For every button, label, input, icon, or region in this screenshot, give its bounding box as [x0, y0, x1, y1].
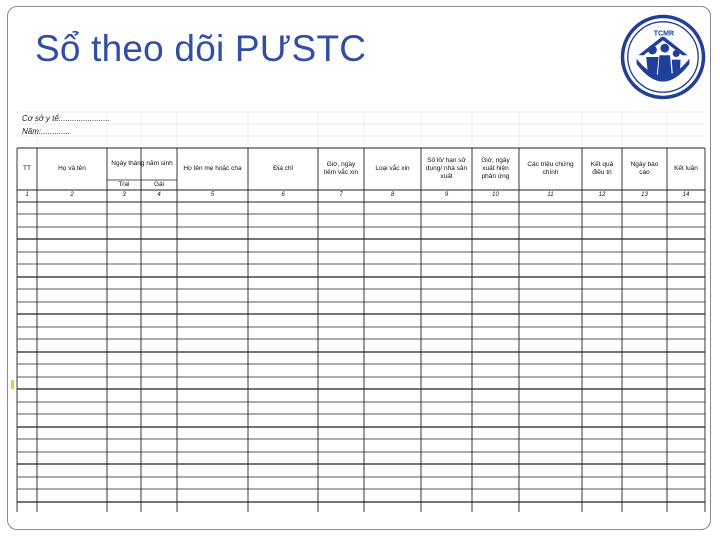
column-number: 10 [492, 192, 499, 198]
column-header: Địa chỉ [273, 165, 293, 172]
tcmr-logo [619, 13, 707, 101]
sheet-meta-line: Cơ sở y tế:...................... [22, 114, 110, 123]
column-number: 7 [339, 192, 343, 198]
logo-text: TCMR [653, 30, 675, 38]
column-number: 4 [157, 192, 161, 198]
column-subheader: Trai [118, 181, 130, 188]
sheet-meta-line: Năm:............. [22, 127, 71, 136]
column-header: Số lô/ hạn sử dụng/ nhà sản xuất [425, 157, 468, 180]
column-number: 3 [122, 192, 126, 198]
column-header: Họ và tên [58, 165, 86, 172]
column-header: Kết luận [674, 165, 698, 172]
column-header: TT [23, 165, 31, 172]
column-number: 14 [682, 192, 690, 198]
column-number: 13 [641, 192, 648, 198]
column-header: Ngày tháng năm sinh [111, 160, 173, 167]
column-header: Loại vắc xin [375, 165, 410, 172]
column-number: 12 [598, 192, 606, 198]
column-number: 2 [70, 192, 74, 198]
column-header: Giờ, ngày xuất hiện phản ứng [481, 157, 510, 180]
column-header: Kết quả điều trị [590, 161, 614, 176]
column-header: Các triệu chứng chính [527, 161, 574, 176]
slide-title: Sổ theo dõi PƯSTC [35, 28, 367, 69]
column-number: 6 [281, 192, 285, 198]
column-number: 1 [25, 192, 29, 198]
column-header: Họ tên mẹ hoặc cha [183, 165, 242, 172]
column-number: 8 [390, 192, 395, 198]
column-number: 9 [444, 192, 449, 198]
column-subheader: Gái [153, 181, 165, 188]
column-header: Ngày báo cáo [630, 161, 659, 176]
column-header: Giờ, ngày tiêm vắc xin [323, 161, 359, 176]
column-number: 5 [210, 192, 215, 198]
column-number: 11 [547, 192, 554, 198]
